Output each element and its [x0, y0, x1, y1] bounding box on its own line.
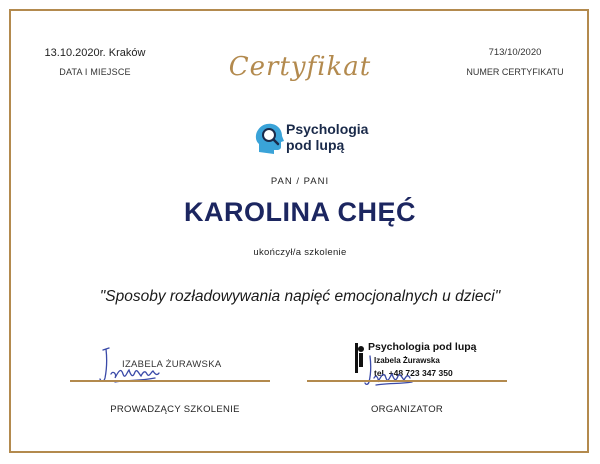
instructor-role: PROWADZĄCY SZKOLENIE — [110, 404, 240, 415]
logo-line2: pod lupą — [286, 137, 345, 153]
head-magnifier-icon — [255, 122, 285, 156]
date-place-label: DATA I MIEJSCE — [59, 67, 131, 77]
training-title: "Sposoby rozładowywania napięć emocjonalnych u dzieci" — [99, 288, 501, 305]
stamp-line-person: Izabela Żurawska — [374, 356, 440, 365]
instructor-name: IZABELA ŻURAWSKA — [122, 359, 222, 370]
signature-line-left — [70, 380, 270, 382]
organizer-role: ORGANIZATOR — [370, 404, 444, 415]
stamp-line-company: Psychologia pod lupą — [368, 341, 477, 353]
recipient-name: KAROLINA CHĘĆ — [184, 197, 416, 227]
logo — [255, 120, 375, 160]
logo-text — [286, 121, 376, 153]
logo-line1: Psychologia — [286, 121, 369, 137]
certificate-title: Certyfikat — [228, 52, 372, 82]
organizer-signature — [360, 352, 440, 388]
certificate-number-label: NUMER CERTYFIKATU — [466, 67, 564, 77]
date-place-value: 13.10.2020r. Kraków — [44, 47, 146, 59]
completed-text: ukończył/a szkolenie — [253, 247, 347, 258]
certificate-number-value: 713/10/2020 — [488, 47, 542, 58]
signature-line-right — [307, 380, 507, 382]
stamp-line-phone: tel. +48 723 347 350 — [374, 368, 453, 378]
salutation: PAN / PANI — [270, 176, 330, 187]
